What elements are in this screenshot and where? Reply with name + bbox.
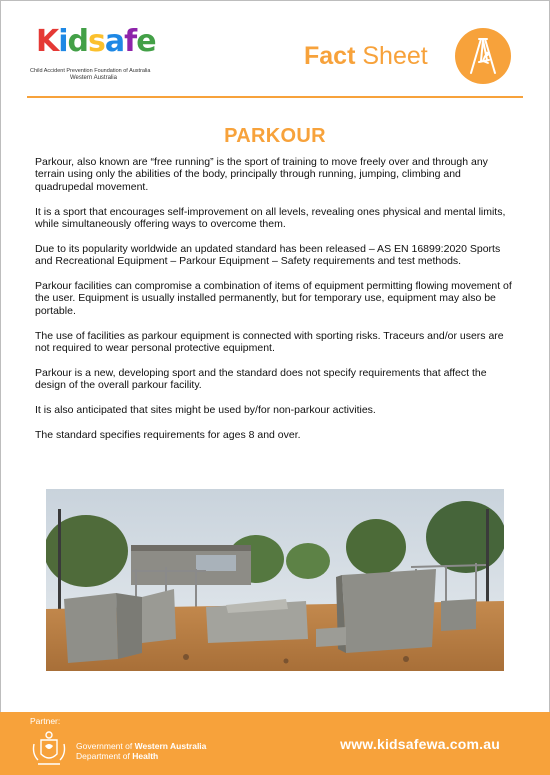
- parkour-park-photo: [46, 489, 504, 671]
- logo-wordmark: [36, 24, 156, 59]
- wa-government-crest-icon: [30, 730, 68, 770]
- footer-bar: [0, 712, 550, 775]
- body-text: [35, 156, 517, 454]
- fact-label: Fact: [304, 42, 356, 70]
- header-divider: [27, 96, 523, 98]
- logo-subtitle-org: Child Accident Prevention Foundation of Australia: [30, 68, 151, 74]
- logo-letter: i: [58, 24, 68, 59]
- gov-state: Western Australia: [134, 741, 207, 751]
- logo-letter: d: [67, 24, 89, 59]
- logo-letter: s: [88, 24, 105, 59]
- sheet-label: Sheet: [362, 42, 428, 70]
- logo-subtitle-state: Western Australia: [70, 75, 117, 81]
- kidsafe-logo: [30, 22, 160, 84]
- paragraph: Parkour, also known are “free running” is the sport of training to move freely over and through any terrain using only the abilities of the body, principally through running, jumping, climbing and quadrupedal movement.: [35, 156, 488, 193]
- logo-letter: a: [104, 24, 125, 59]
- paragraph: Parkour facilities can compromise a combination of items of equipment permitting flowing movement of the user. Equipment is usually installed permanently, but for temporary use, equipment may also be portable.: [35, 280, 512, 317]
- department-line: [76, 751, 158, 761]
- logo-letter: f: [124, 24, 137, 59]
- paragraph: The use of facilities as parkour equipment is connected with sporting risks. Traceurs and/or users are not required to wear personal protective equipment.: [35, 329, 504, 355]
- government-line: [76, 741, 206, 751]
- logo-letter: e: [136, 24, 156, 59]
- fact-sheet-heading: [304, 42, 428, 71]
- gov-prefix: Government of: [76, 741, 135, 751]
- partner-label: Partner:: [30, 716, 61, 726]
- paragraph: Due to its popularity worldwide an updated standard has been released – AS EN 16899:2020 Sports and Recreational Equipment – Parkour Equipment – Safety requirements and test methods.: [35, 242, 501, 268]
- dept-prefix: Department of: [76, 751, 133, 761]
- paragraph: It is also anticipated that sites might be used by/for non-parkour activities.: [35, 404, 376, 417]
- website-link[interactable]: www.kidsafewa.com.au: [340, 736, 500, 752]
- swing-icon: [454, 27, 512, 85]
- paragraph: It is a sport that encourages self-improvement on all levels, revealing ones physical and mental limits, while simultaneously offering ways to overcome them.: [35, 205, 506, 231]
- logo-letter: K: [36, 24, 59, 59]
- page-title: PARKOUR: [224, 125, 326, 147]
- paragraph: Parkour is a new, developing sport and the standard does not specify requirements that affect the design of the overall parkour facility.: [35, 366, 487, 392]
- paragraph: The standard specifies requirements for ages 8 and over.: [35, 428, 301, 441]
- dept-name: Health: [132, 751, 159, 761]
